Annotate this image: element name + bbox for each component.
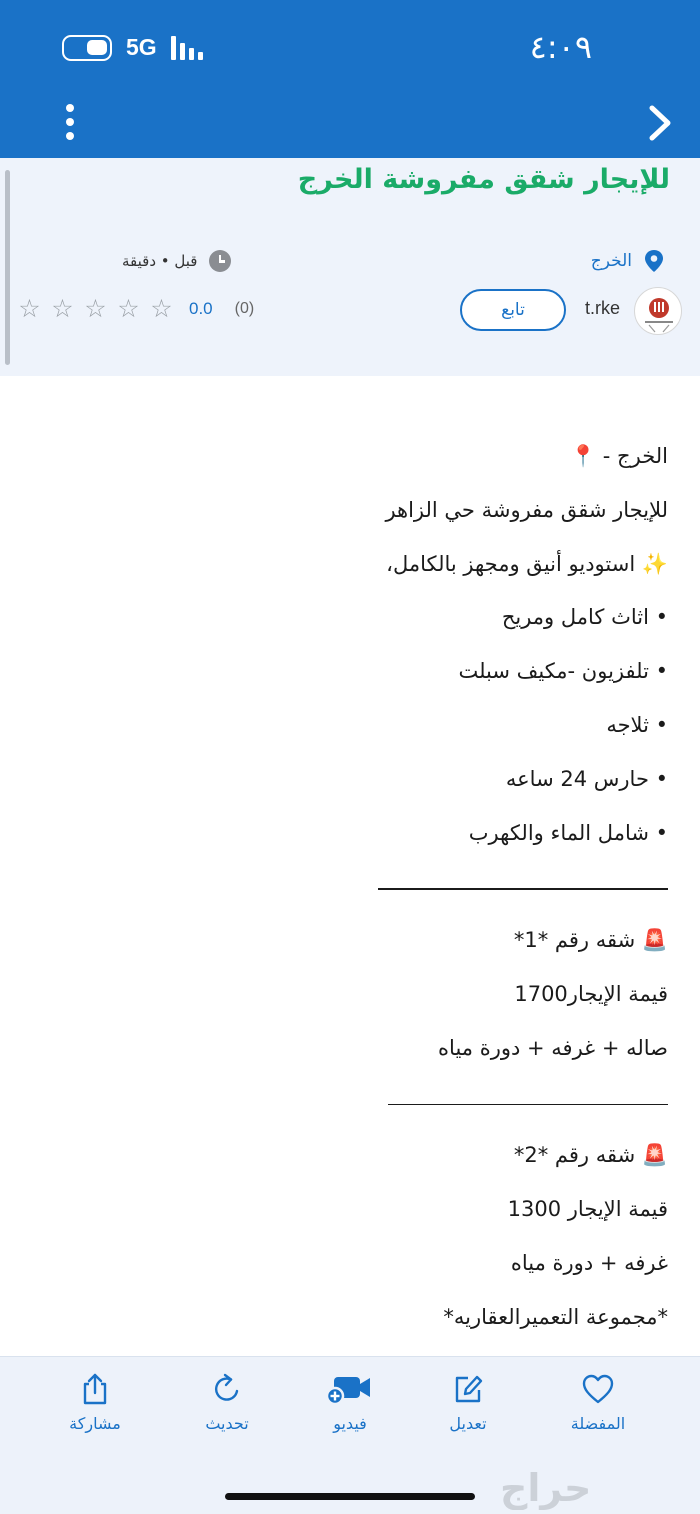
divider-line (18, 860, 668, 914)
star-icon: ☆ (18, 294, 41, 323)
description-line: غرفه + دورة مياه (510, 1250, 668, 1275)
user-avatar[interactable] (634, 287, 682, 335)
refresh-label: تحديث (205, 1414, 249, 1433)
time-ago-text: قبل • دقيقة (122, 252, 198, 270)
status-indicators (62, 34, 203, 61)
description-line: ✨ استوديو أنيق ومجهز بالكامل، (386, 551, 668, 576)
video-camera-icon (326, 1372, 374, 1406)
status-time: ٤:٠٩ (529, 28, 592, 66)
home-indicator[interactable] (225, 1493, 475, 1500)
video-label: فيديو (333, 1414, 367, 1433)
description-line: 🚨 شقه رقم *2* (513, 1143, 668, 1168)
location-pin-icon (644, 249, 664, 273)
description-line: للإيجار شقق مفروشة حي الزاهر (385, 497, 668, 522)
description-line: قيمة الإيجار 1300 (507, 1197, 668, 1222)
divider-line (18, 1076, 668, 1130)
post-time (122, 250, 231, 272)
star-icon: ☆ (150, 294, 173, 323)
favorite-label: المفضلة (570, 1414, 626, 1433)
edit-label: تعديل (449, 1414, 487, 1433)
battery-icon (62, 35, 112, 61)
top-app-bar (0, 0, 700, 158)
edit-icon (452, 1372, 484, 1406)
video-button[interactable] (295, 1372, 405, 1433)
description-line: 🚨 شقه رقم *1* (513, 928, 668, 953)
rating (16, 296, 254, 322)
listing-description (18, 430, 668, 1345)
listing-title: للإيجار شقق مفروشة الخرج (297, 164, 670, 195)
description-line: • حارس 24 ساعه (505, 766, 668, 791)
description-line: صاله + غرفه + دورة مياه (438, 1035, 668, 1060)
signal-icon (171, 36, 203, 60)
rating-stars (16, 296, 175, 322)
listing-location[interactable] (591, 249, 664, 273)
username[interactable]: t.rke (584, 298, 620, 318)
share-button[interactable] (40, 1372, 150, 1433)
network-type: 5G (126, 34, 157, 60)
refresh-button[interactable] (172, 1372, 282, 1433)
location-text: الخرج (590, 251, 632, 271)
star-icon: ☆ (51, 294, 74, 323)
rating-value: 0.0 (189, 299, 213, 318)
star-icon: ☆ (84, 294, 107, 323)
refresh-icon (211, 1372, 243, 1406)
description-line: قيمة الإيجار1700 (514, 981, 668, 1006)
share-icon (80, 1372, 110, 1406)
back-chevron-icon[interactable] (640, 100, 680, 146)
more-options-icon[interactable] (60, 104, 80, 144)
star-icon: ☆ (117, 294, 140, 323)
heart-icon (581, 1372, 615, 1406)
follow-button[interactable]: تابع (460, 289, 566, 331)
description-line: *مجموعة التعميرالعقاريه* (443, 1304, 668, 1329)
rating-count: (0) (234, 300, 255, 317)
description-line: • ثلاجه (606, 712, 668, 737)
clock-icon (209, 250, 231, 272)
description-line: • اثاث كامل ومريح (501, 605, 668, 630)
favorite-button[interactable] (543, 1372, 653, 1433)
description-line: الخرج - 📍 (569, 444, 668, 468)
share-label: مشاركة (69, 1414, 121, 1433)
description-line: • شامل الماء والكهرب (468, 820, 668, 845)
scrollbar[interactable] (5, 170, 10, 365)
description-line: • تلفزيون -مكيف سبلت (458, 659, 668, 684)
watermark: حراج (500, 1466, 592, 1510)
edit-button[interactable] (413, 1372, 523, 1433)
